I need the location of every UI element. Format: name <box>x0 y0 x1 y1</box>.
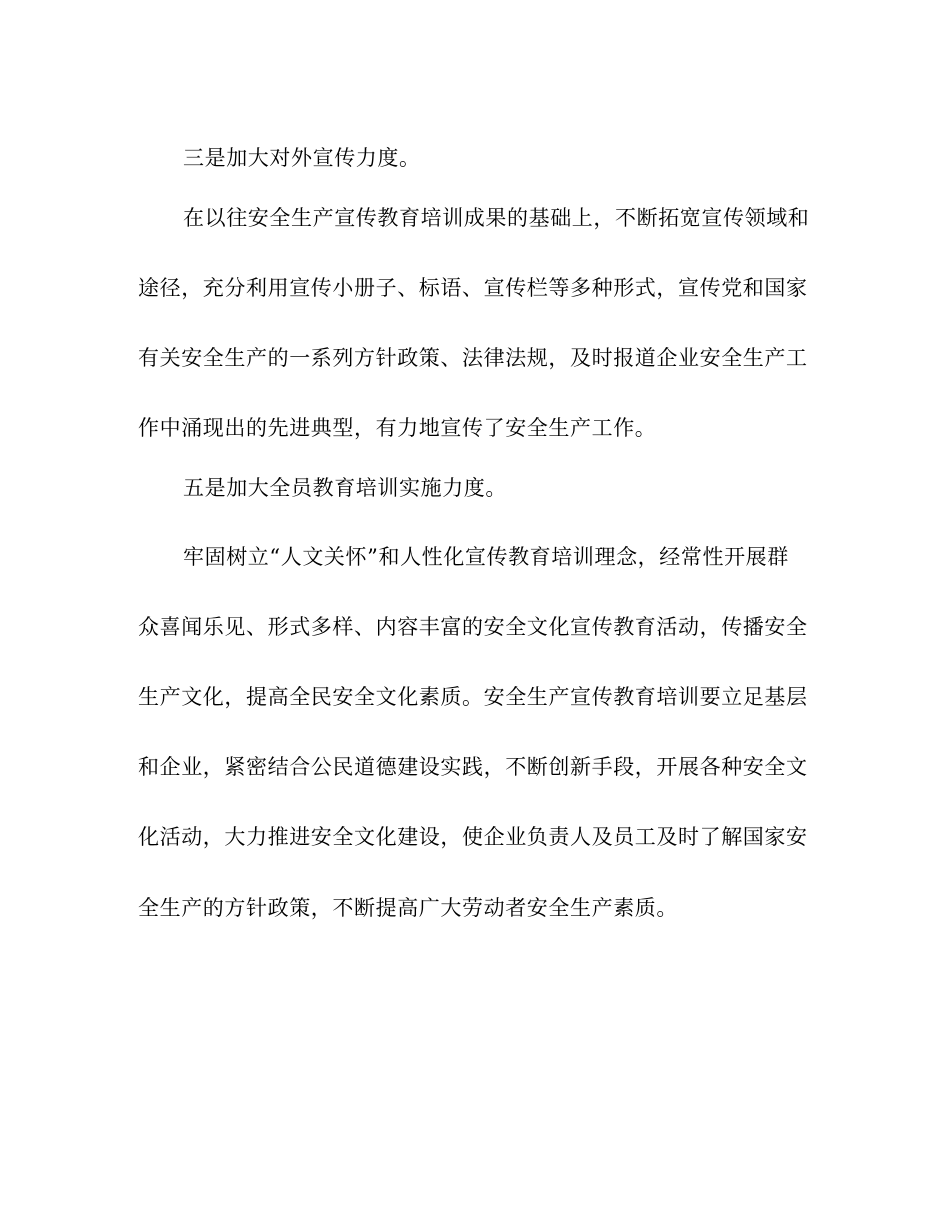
section-heading-5: 五是加大全员教育培训实施力度。 <box>183 476 507 500</box>
paragraph-line: 在以往安全生产宣传教育培训成果的基础上，不断拓宽宣传领域和 <box>183 206 810 230</box>
paragraph-line: 全生产的方针政策，不断提高广大劳动者安全生产素质。 <box>138 896 678 920</box>
paragraph-line: 生产文化，提高全民安全文化素质。安全生产宣传教育培训要立足基层 <box>138 685 808 709</box>
paragraph-line: 作中涌现出的先进典型，有力地宣传了安全生产工作。 <box>138 416 657 440</box>
paragraph-line: 众喜闻乐见、形式多样、内容丰富的安全文化宣传教育活动，传播安全 <box>138 615 808 639</box>
paragraph-line: 牢固树立“人文关怀”和人性化宣传教育培训理念，经常性开展群 <box>183 545 789 569</box>
paragraph-line: 和企业，紧密结合公民道德建设实践，不断创新手段，开展各种安全文 <box>138 755 808 779</box>
paragraph-line: 有关安全生产的一系列方针政策、法律法规，及时报道企业安全生产工 <box>138 346 808 370</box>
paragraph-line: 途径，充分利用宣传小册子、标语、宣传栏等多种形式，宣传党和国家 <box>138 276 808 300</box>
paragraph-line: 化活动，大力推进安全文化建设，使企业负责人及员工及时了解国家安 <box>138 825 808 849</box>
section-heading-3: 三是加大对外宣传力度。 <box>183 146 421 170</box>
